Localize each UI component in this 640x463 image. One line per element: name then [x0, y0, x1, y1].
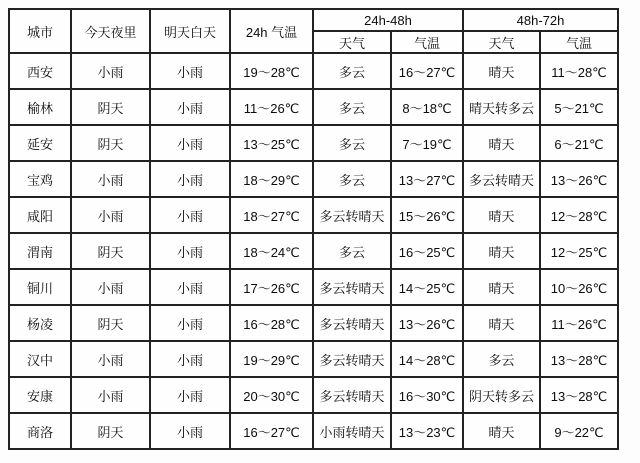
- cell-tomorrow-day: 小雨: [150, 161, 230, 197]
- cell-temp-24h: 18～24℃: [230, 233, 313, 269]
- cell-tomorrow-day: 小雨: [150, 269, 230, 305]
- cell-city: 宝鸡: [9, 161, 71, 197]
- cell-weather-24-48: 多云转晴天: [313, 305, 391, 341]
- table-row: [9, 161, 618, 197]
- cell-tomorrow-day: 小雨: [150, 413, 230, 449]
- table-row: [9, 341, 618, 377]
- cell-weather-24-48: 多云转晴天: [313, 197, 391, 233]
- cell-temp-24-48: 7～19℃: [391, 125, 463, 161]
- cell-temp-48-72: 6～21℃: [540, 125, 618, 161]
- cell-weather-48-72: 晴天: [463, 269, 540, 305]
- cell-tonight: 阴天: [71, 125, 150, 161]
- cell-weather-48-72: 晴天转多云: [463, 89, 540, 125]
- cell-weather-24-48: 多云: [313, 53, 391, 89]
- header-temp-24h: 24h 气温: [230, 9, 313, 53]
- cell-tomorrow-day: 小雨: [150, 233, 230, 269]
- cell-tomorrow-day: 小雨: [150, 89, 230, 125]
- table-row: [9, 89, 618, 125]
- cell-temp-48-72: 10～26℃: [540, 269, 618, 305]
- header-tonight: 今天夜里: [71, 9, 150, 53]
- cell-city: 商洛: [9, 413, 71, 449]
- cell-city: 渭南: [9, 233, 71, 269]
- cell-tonight: 小雨: [71, 269, 150, 305]
- cell-weather-24-48: 多云: [313, 89, 391, 125]
- cell-temp-24h: 18～29℃: [230, 161, 313, 197]
- cell-temp-24h: 16～28℃: [230, 305, 313, 341]
- cell-weather-48-72: 晴天: [463, 197, 540, 233]
- table-row: [9, 233, 618, 269]
- cell-temp-48-72: 13～28℃: [540, 377, 618, 413]
- cell-temp-24-48: 14～25℃: [391, 269, 463, 305]
- cell-weather-24-48: 小雨转晴天: [313, 413, 391, 449]
- table-row: [9, 377, 618, 413]
- header-city: 城市: [9, 9, 71, 53]
- table-row: [9, 53, 618, 89]
- cell-weather-48-72: 阴天转多云: [463, 377, 540, 413]
- table-row: [9, 197, 618, 233]
- table-row: [9, 305, 618, 341]
- weather-table: [8, 8, 619, 450]
- header-weather-24-48: 天气: [313, 31, 391, 53]
- cell-temp-24h: 11～26℃: [230, 89, 313, 125]
- cell-weather-24-48: 多云转晴天: [313, 341, 391, 377]
- cell-tomorrow-day: 小雨: [150, 377, 230, 413]
- cell-weather-24-48: 多云: [313, 161, 391, 197]
- cell-tomorrow-day: 小雨: [150, 125, 230, 161]
- cell-temp-24-48: 14～28℃: [391, 341, 463, 377]
- cell-temp-24-48: 13～27℃: [391, 161, 463, 197]
- header-temp-48-72: 气温: [540, 31, 618, 53]
- cell-temp-24h: 18～27℃: [230, 197, 313, 233]
- cell-temp-24h: 20～30℃: [230, 377, 313, 413]
- cell-weather-48-72: 多云: [463, 341, 540, 377]
- cell-temp-24h: 16～27℃: [230, 413, 313, 449]
- cell-weather-48-72: 多云转晴天: [463, 161, 540, 197]
- cell-tonight: 阴天: [71, 89, 150, 125]
- cell-temp-48-72: 12～25℃: [540, 233, 618, 269]
- cell-temp-24h: 17～26℃: [230, 269, 313, 305]
- cell-temp-24h: 19～28℃: [230, 53, 313, 89]
- cell-temp-24-48: 8～18℃: [391, 89, 463, 125]
- header-weather-48-72: 天气: [463, 31, 540, 53]
- header-tomorrow-day: 明天白天: [150, 9, 230, 53]
- cell-temp-48-72: 5～21℃: [540, 89, 618, 125]
- cell-temp-48-72: 13～26℃: [540, 161, 618, 197]
- cell-temp-24-48: 13～26℃: [391, 305, 463, 341]
- cell-temp-48-72: 12～28℃: [540, 197, 618, 233]
- cell-weather-24-48: 多云: [313, 233, 391, 269]
- cell-tonight: 阴天: [71, 413, 150, 449]
- cell-tomorrow-day: 小雨: [150, 305, 230, 341]
- cell-weather-48-72: 晴天: [463, 305, 540, 341]
- cell-tomorrow-day: 小雨: [150, 341, 230, 377]
- cell-temp-48-72: 11～28℃: [540, 53, 618, 89]
- cell-weather-48-72: 晴天: [463, 233, 540, 269]
- cell-temp-24h: 13～25℃: [230, 125, 313, 161]
- table-row: [9, 125, 618, 161]
- header-row-1: [9, 9, 618, 31]
- cell-tonight: 小雨: [71, 161, 150, 197]
- cell-tonight: 阴天: [71, 233, 150, 269]
- cell-city: 杨凌: [9, 305, 71, 341]
- cell-city: 咸阳: [9, 197, 71, 233]
- cell-tomorrow-day: 小雨: [150, 197, 230, 233]
- cell-city: 安康: [9, 377, 71, 413]
- cell-tonight: 小雨: [71, 197, 150, 233]
- header-temp-24-48: 气温: [391, 31, 463, 53]
- table-row: [9, 269, 618, 305]
- table-row: [9, 413, 618, 449]
- cell-weather-48-72: 晴天: [463, 53, 540, 89]
- header-span-24-48h: 24h-48h: [313, 9, 463, 31]
- cell-temp-24-48: 16～27℃: [391, 53, 463, 89]
- cell-city: 西安: [9, 53, 71, 89]
- cell-tonight: 小雨: [71, 377, 150, 413]
- cell-weather-24-48: 多云: [313, 125, 391, 161]
- cell-city: 铜川: [9, 269, 71, 305]
- cell-weather-48-72: 晴天: [463, 413, 540, 449]
- cell-temp-24-48: 16～25℃: [391, 233, 463, 269]
- cell-weather-24-48: 多云转晴天: [313, 377, 391, 413]
- header-span-48-72h: 48h-72h: [463, 9, 618, 31]
- cell-city: 榆林: [9, 89, 71, 125]
- cell-weather-48-72: 晴天: [463, 125, 540, 161]
- cell-temp-24-48: 15～26℃: [391, 197, 463, 233]
- cell-weather-24-48: 多云转晴天: [313, 269, 391, 305]
- cell-temp-24-48: 16～30℃: [391, 377, 463, 413]
- cell-temp-48-72: 9～22℃: [540, 413, 618, 449]
- cell-city: 延安: [9, 125, 71, 161]
- cell-temp-24h: 19～29℃: [230, 341, 313, 377]
- cell-tonight: 阴天: [71, 305, 150, 341]
- cell-temp-48-72: 13～28℃: [540, 341, 618, 377]
- cell-city: 汉中: [9, 341, 71, 377]
- cell-temp-48-72: 11～26℃: [540, 305, 618, 341]
- cell-tonight: 小雨: [71, 341, 150, 377]
- cell-tomorrow-day: 小雨: [150, 53, 230, 89]
- cell-temp-24-48: 13～23℃: [391, 413, 463, 449]
- cell-tonight: 小雨: [71, 53, 150, 89]
